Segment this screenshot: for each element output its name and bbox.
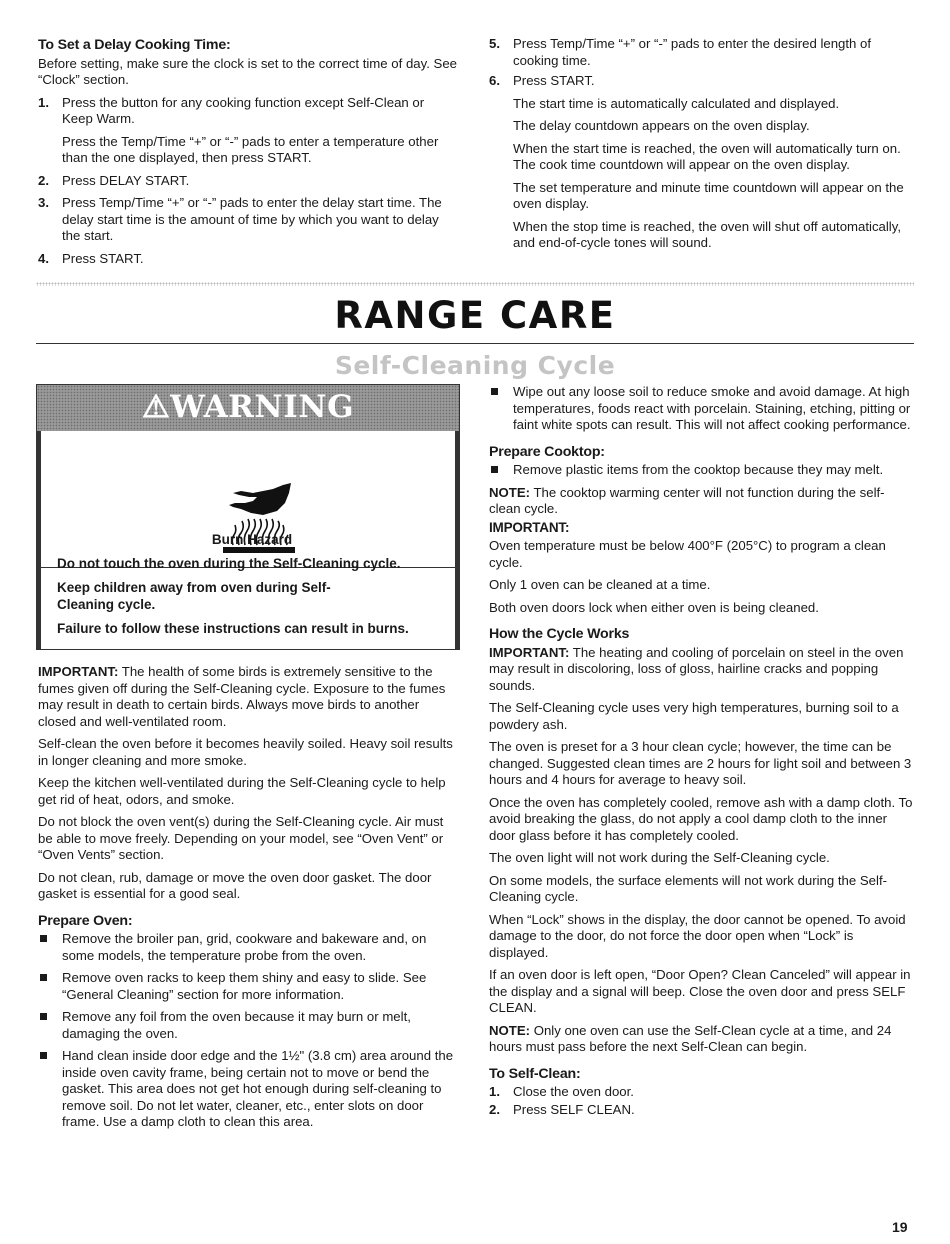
paragraph: Both oven doors lock when either oven is being cleaned. (489, 599, 819, 615)
list-item (38, 1048, 458, 1131)
step-text: Press START. (513, 73, 595, 88)
step-number: 1. (38, 94, 49, 110)
step-text: Press Temp/Time “+” or “-” pads to enter the desired length of cooking time. (513, 36, 872, 68)
important-heading: IMPORTANT: (489, 519, 570, 535)
bullet-icon (491, 388, 498, 395)
hazard-title: Burn Hazard (211, 532, 293, 547)
list-item-text: Remove any foil from the oven because it may burn or melt, damaging the oven. (62, 1009, 411, 1041)
step-subtext: The delay countdown appears on the oven display. (513, 118, 810, 133)
note-text: The cooktop warming center will not function during the self-clean cycle. (489, 484, 885, 516)
prepare-cooktop-heading: Prepare Cooktop: (489, 443, 605, 460)
warning-text (57, 531, 447, 644)
delay-steps-list (38, 95, 458, 268)
page-title: RANGE CARE (334, 294, 616, 337)
step-text: Press START. (62, 250, 144, 266)
bullet-icon (40, 974, 47, 981)
warning-label: ⚠WARNING (141, 389, 355, 425)
bullet-icon (40, 1052, 47, 1059)
how-cycle-works-heading: How the Cycle Works (489, 626, 630, 642)
important-label: IMPORTANT: (38, 664, 119, 679)
step-number: 4. (38, 250, 49, 266)
self-clean-heading: To Self-Clean: (489, 1065, 581, 1082)
list-item-text: Hand clean inside door edge and the 1½" (3.8 cm) area around the inside oven cavity frame, being certain not to move or bend the gasket. This area does not get hot enough during self-cleaning to remove soil. Do not let water, cleaner, etc., enter slots on door frame. Use a damp cloth to clean this area. (62, 1048, 454, 1129)
step-subtext: Press the Temp/Time “+” or “-” pads to enter a temperature other than the one displayed, then press START. (62, 133, 439, 165)
step-number: 2. (489, 1101, 500, 1117)
important-label: IMPORTANT: (489, 644, 570, 660)
paragraph: Do not clean, rub, damage or move the oven door gasket. The door gasket is essential for a good seal. (38, 869, 432, 901)
step-number: 1. (489, 1084, 500, 1099)
warning-line: Keep children away from oven during Self-Cleaning cycle. (57, 580, 331, 612)
note-paragraph (489, 1023, 913, 1056)
list-item (38, 95, 458, 167)
warning-line: Failure to follow these instructions can result in burns. (57, 621, 409, 636)
list-item-text: Remove oven racks to keep them shiny and easy to slide. See “General Cleaning” section for more information. (62, 970, 427, 1002)
note-paragraph (489, 485, 913, 518)
step-text: Press DELAY START. (62, 172, 190, 188)
wipe-list (489, 384, 913, 434)
paragraph: If an oven door is left open, “Door Open? Clean Canceled” will appear in the display and a signal will beep. Close the oven door and press SELF CLEAN. (489, 967, 911, 1015)
step-subtext: The set temperature and minute time countdown will appear on the oven display. (513, 179, 904, 211)
step-text: Press the button for any cooking function except Self-Clean or Keep Warm. (62, 94, 425, 126)
warning-box (36, 384, 460, 650)
paragraph: Keep the kitchen well-ventilated during the Self-Cleaning cycle to help get rid of heat, odors, and smoke. (38, 775, 446, 807)
paragraph: The oven light will not work during the Self-Cleaning cycle. (489, 850, 830, 865)
list-item (38, 251, 458, 268)
dotted-divider (36, 282, 914, 286)
delay-steps-list-continued (489, 36, 909, 252)
paragraph: Once the oven has completely cooled, remove ash with a damp cloth. To avoid breaking the glass, do not apply a cool damp cloth to the inner door glass before it has completely cooled. (489, 794, 913, 843)
self-clean-steps (489, 1084, 913, 1118)
list-item (489, 384, 913, 434)
prepare-oven-list (38, 931, 458, 1131)
right-column (489, 384, 913, 1122)
list-item-text: Remove plastic items from the cooktop because they may melt. (513, 462, 884, 477)
title-rule (36, 343, 914, 344)
list-item (489, 1102, 913, 1119)
paragraph: The Self-Cleaning cycle uses very high temperatures, burning soil to a powdery ash. (489, 700, 899, 732)
paragraph: Only 1 oven can be cleaned at a time. (489, 577, 711, 592)
left-column (38, 664, 458, 1137)
important-text: The health of some birds is extremely sensitive to the fumes given off during the Self-Cleaning cycle. Exposure to the fumes may result in death to certain birds. Always move birds to another closed and well-ventilated room. (38, 664, 446, 729)
list-item (489, 462, 913, 479)
step-number: 6. (489, 73, 500, 88)
bullet-icon (40, 935, 47, 942)
step-text: Press SELF CLEAN. (513, 1101, 635, 1117)
step-number: 2. (38, 172, 49, 188)
list-item (38, 931, 458, 964)
note-text: Only one oven can use the Self-Clean cycle at a time, and 24 hours must pass before the next Self-Clean can begin. (489, 1022, 892, 1054)
delay-section-right (489, 36, 909, 258)
bullet-icon (40, 1013, 47, 1020)
step-number: 3. (38, 195, 49, 210)
step-text: Close the oven door. (513, 1084, 634, 1099)
paragraph: On some models, the surface elements will not work during the Self-Cleaning cycle. (489, 872, 888, 904)
paragraph: The oven is preset for a 3 hour clean cycle; however, the time can be changed. Suggested clean times are 2 hours for light soil and between 3 hours and 4 hours for average to heavy soil. (489, 739, 912, 787)
prepare-oven-heading: Prepare Oven: (38, 912, 133, 929)
list-item (38, 1009, 458, 1042)
delay-intro: Before setting, make sure the clock is set to the correct time of day. See “Clock” section. (38, 55, 458, 87)
list-item (489, 73, 909, 252)
step-subtext: The start time is automatically calculated and displayed. (513, 95, 840, 111)
step-text: Press Temp/Time “+” or “-” pads to enter the delay start time. The delay start time is the amount of time by which you want to delay the start. (62, 195, 442, 243)
warning-banner (37, 385, 459, 431)
delay-heading: To Set a Delay Cooking Time: (38, 37, 231, 53)
step-subtext: When the stop time is reached, the oven will shut off automatically, and end-of-cycle tones will sound. (513, 218, 902, 250)
important-paragraph (489, 645, 913, 695)
list-item (38, 195, 458, 245)
important-paragraph (38, 664, 458, 730)
step-number: 5. (489, 36, 500, 51)
important-text: The heating and cooling of porcelain on steel in the oven may result in discoloring, loss of gloss, hairline cracks and popping sounds. (489, 644, 904, 693)
list-item-text: Remove the broiler pan, grid, cookware and bakeware and, on some models, the temperature probe from the oven. (62, 931, 427, 963)
delay-section-left (38, 37, 458, 273)
paragraph: When “Lock” shows in the display, the door cannot be opened. To avoid damage to the door, do not force the door open when “Lock” is displayed. (489, 911, 906, 960)
list-item (38, 970, 458, 1003)
note-label: NOTE: (489, 1022, 531, 1038)
list-item-text: Wipe out any loose soil to reduce smoke and avoid damage. At high temperatures, foods react with porcelain. Staining, etching, pitting or faint white spots can result. This will not affect cooking performance. (513, 384, 911, 432)
paragraph: Self-clean the oven before it becomes heavily soiled. Heavy soil results in longer cleaning and more smoke. (38, 736, 453, 768)
step-subtext: When the start time is reached, the oven will automatically turn on. The cook time countdown will appear on the oven display. (513, 140, 901, 172)
note-label: NOTE: (489, 484, 531, 500)
section-subtitle: Self-Cleaning Cycle (334, 351, 616, 380)
warning-line: Do not touch the oven during the Self-Cleaning cycle. (57, 556, 401, 571)
list-item (38, 173, 458, 190)
prepare-cooktop-list (489, 462, 913, 479)
paragraph: Do not block the oven vent(s) during the Self-Cleaning cycle. Air must be able to move freely. Depending on your model, see “Oven Vent” or “Oven Vents” section. (38, 814, 444, 862)
list-item (489, 36, 909, 69)
paragraph: Oven temperature must be below 400°F (205°C) to program a clean cycle. (489, 538, 886, 570)
bullet-icon (491, 466, 498, 473)
page-number: 19 (892, 1219, 908, 1235)
list-item (489, 1084, 913, 1101)
